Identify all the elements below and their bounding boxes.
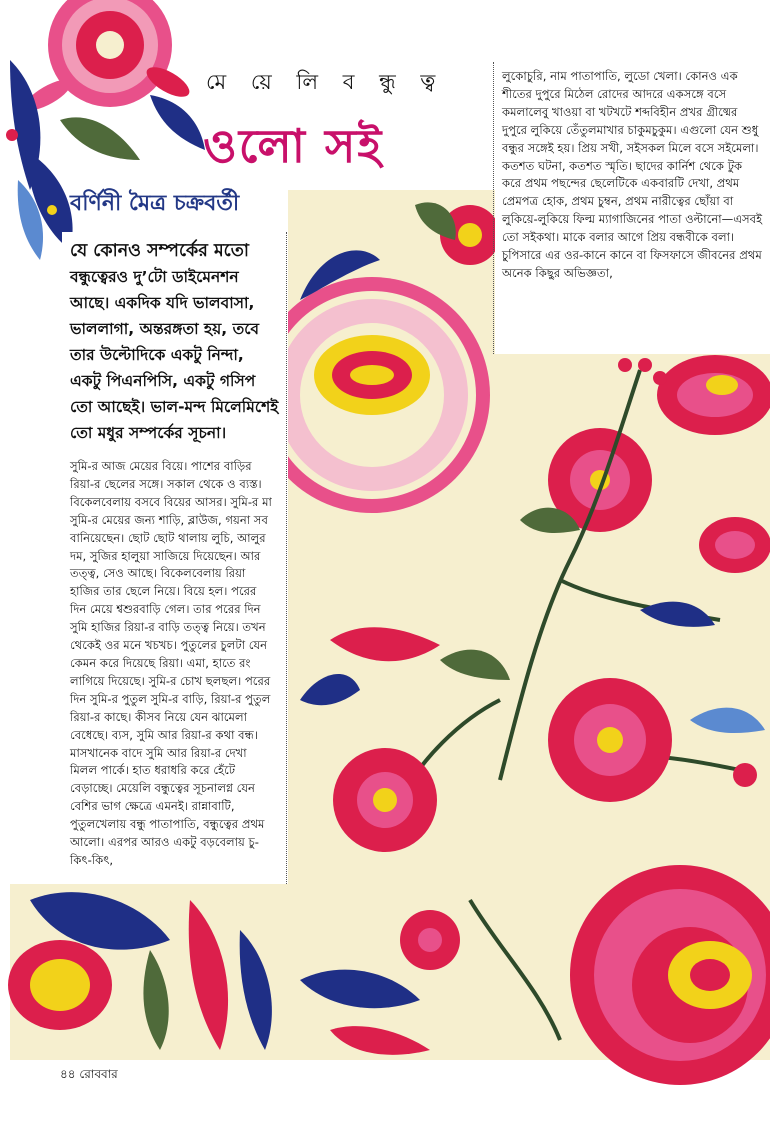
article-kicker: মে য়ে লি ব ন্ধু ত্ব	[206, 70, 445, 94]
top-left-flower	[21, 0, 194, 116]
page-folio: ৪৪ রোববার	[60, 1067, 118, 1081]
body-column-left: সুমি-র আজ মেয়ের বিয়ে। পাশের বাড়ির রিয়া-র ছেলের সঙ্গে। সকাল থেকে ও ব্যস্ত। বিকেলবেলায় বসবে বিয়ের আসর। সুমি-র মা সুমি-র মেয়ের জন্য শাড়ি, ব্লাউজ, গয়না সব বানিয়েছেন। ছোট ছোট থালায় লুচি, আলুর দম, সুজির হালুয়া সাজিয়ে দিয়েছেন। আর তত্ত্ব, সেও আছে। বিকেলবেলায় রিয়া হাজির তার ছেলে নিয়ে। বিয়ে হল। পরের দিন মেয়ে শ্বশুরবাড়ি গেল। তার পরের দিন সুমি হাজির রিয়া-র বাড়ি তত্ত্ব নিয়ে। তখন থেকেই ওর মনে খচখচ। পুতুলের চুলটা যেন কেমন করে দিয়েছে রিয়া। এমা, হাতে রং লাগিয়ে দিয়েছে। সুমি-র চোখ ছলছল। পরের দিন সুমি-র পুতুল সুমি-র বাড়ি, রিয়া-র পুতুল রিয়া-র কাছে। কীসব নিয়ে যেন ঝামেলা বেধেছে। ব্যস, সুমি আর রিয়া-র কথা বন্ধ। মাসখানেক বাদে সুমি আর রিয়া-র দেখা মিলল পার্কে। হাত ধরাধরি করে হেঁটে বেড়াচ্ছে। মেয়েলি বন্ধুত্বের সূচনালগ্ন যেন বেশির ভাগ ক্ষেত্রে এমনই। রান্নাবাটি, পুতুলখেলায় বন্ধু পাতাপাতি, বন্ধুত্বের প্রথম আলো। এরপর আরও একটু বড়বেলায় চু-কিৎ-কিৎ,	[70, 459, 272, 867]
article-lead	[70, 238, 280, 446]
lead-first-line: যে কোনও সম্পর্কের মতো	[70, 241, 249, 261]
left-column-rule	[286, 232, 287, 884]
body-column-right: লুকোচুরি, নাম পাতাপাতি, লুডো খেলা। কোনও এক শীতের দুপুরে মিঠেল রোদের আদরে একসঙ্গে বসে কমলালেবু খাওয়া বা খটখটে শব্দবিহীন প্রখর গ্রীষ্মের দুপুরে লুকিয়ে তেঁতুলমাখার চাকুমচুকুম। এগুলো যেন শুধু বন্ধুর সঙ্গেই হয়। প্রিয় সখী, সইসকল মিলে বসে সইমেলা। কতশত ঘটনা, কতশত স্মৃতি। ছাদের কার্নিশ থেকে টুক করে প্রথম পছন্দের ছেলেটিকে একবারটি দেখা, প্রথম প্রেমপত্র হোক, প্রথম চুম্বন, প্রথম নারীত্বের ছোঁয়া বা লুকিয়ে-লুকিয়ে ফিল্ম ম্যাগাজিনের পাতা ওল্টানো—এসবই তো সইকথা। মাকে বলার আগে প্রিয় বন্ধবীকে বলা। চুপিসারে এর ওর-কানে কানে বা ফিসফাসে জীবনের প্রথম অনেক কিছুর অভিজ্ঞতা,	[502, 69, 763, 280]
lead-rest: বন্ধুত্বেরও দু’টো ডাইমেনশন আছে। একদিক যদি ভালবাসা, ভাললাগা, অন্তরঙ্গতা হয়, তবে তার উল্টোদিকে একটু নিন্দা, একটু পিএনপিসি, একটু গসিপ তো আছেই। ভাল-মন্দ মিলেমিশেই তো মধুর সম্পর্কের সূচনা।	[70, 268, 279, 442]
article-title: ওলো সই	[203, 119, 384, 173]
right-column-rule	[493, 62, 494, 354]
article-author: বর্ণিনী মৈত্র চক্রবর্তী	[70, 191, 240, 216]
